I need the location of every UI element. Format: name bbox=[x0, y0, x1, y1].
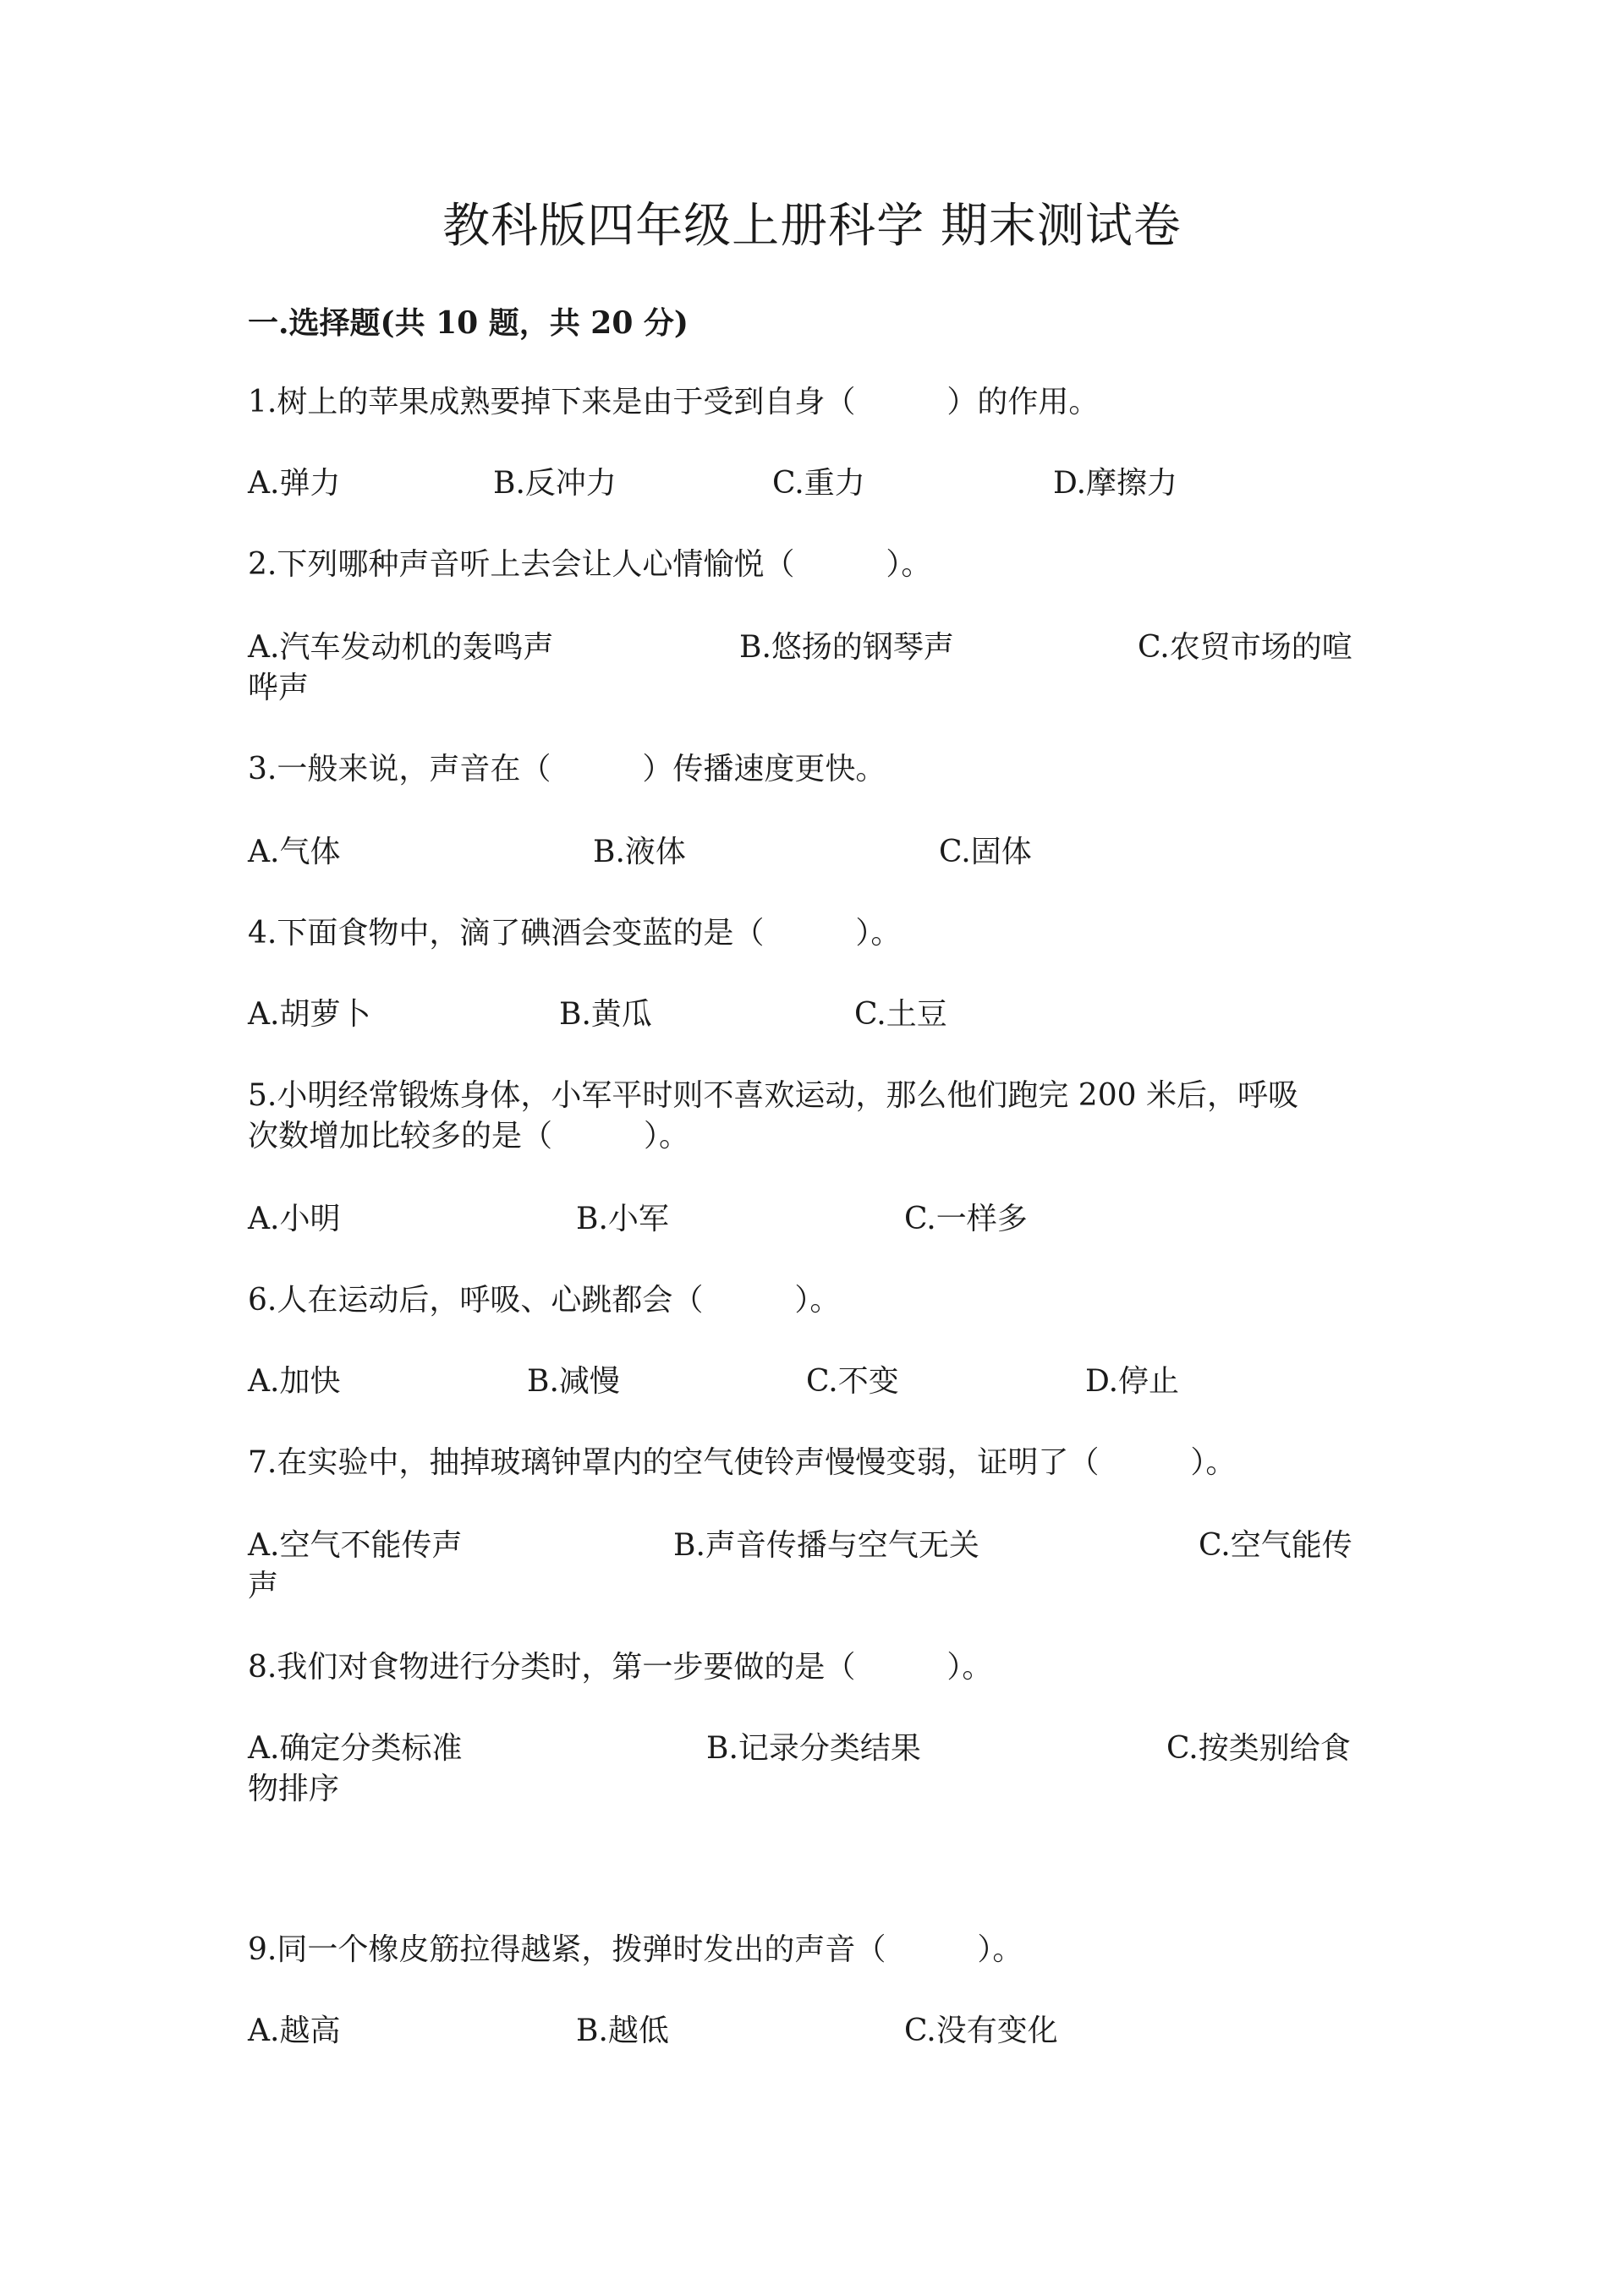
question-9-stem: 9.同一个橡皮筋拉得越紧，拨弹时发出的声音（ ）。 bbox=[248, 1932, 1023, 1967]
question-1-options bbox=[248, 463, 1377, 504]
question-3-options bbox=[248, 832, 1377, 873]
question-4-stem: 4.下面食物中，滴了碘酒会变蓝的是（ ）。 bbox=[248, 916, 902, 951]
question-7-option-a: A.空气不能传声 bbox=[248, 1528, 463, 1563]
question-6-option-b: B.减慢 bbox=[527, 1364, 620, 1399]
question-3-stem: 3.一般来说，声音在（ ）传播速度更快。 bbox=[248, 752, 886, 786]
question-4-option-b: B.黄瓜 bbox=[559, 997, 652, 1032]
section-heading: 一.选择题(共 10 题，共 20 分) bbox=[248, 305, 689, 341]
question-5-option-a: A.小明 bbox=[248, 1202, 341, 1236]
question-1-option-c: C.重力 bbox=[772, 466, 865, 501]
question-4-option-c: C.土豆 bbox=[854, 997, 947, 1032]
question-3-option-b: B.液体 bbox=[593, 835, 686, 869]
question-2-option-c-wrap: 哗声 bbox=[248, 671, 310, 705]
question-5-stem-wrap: 次数增加比较多的是（ ）。 bbox=[248, 1119, 690, 1153]
question-8-option-c-wrap: 物排序 bbox=[248, 1772, 340, 1806]
question-1-option-d: D.摩擦力 bbox=[1053, 466, 1178, 501]
question-2-option-a: A.汽车发动机的轰鸣声 bbox=[248, 630, 554, 665]
question-5-option-b: B.小军 bbox=[576, 1202, 669, 1236]
question-9-option-b: B.越低 bbox=[576, 2014, 669, 2048]
question-2-options bbox=[248, 627, 1377, 668]
question-6-option-d: D.停止 bbox=[1085, 1364, 1180, 1399]
question-7-options bbox=[248, 1526, 1377, 1566]
question-3-option-c: C.固体 bbox=[939, 835, 1032, 869]
question-7-option-c-wrap: 声 bbox=[248, 1569, 279, 1603]
question-4-options bbox=[248, 995, 1377, 1035]
question-9-option-a: A.越高 bbox=[248, 2014, 341, 2048]
question-8-option-b: B.记录分类结果 bbox=[706, 1731, 921, 1766]
question-3-option-a: A.气体 bbox=[248, 835, 341, 869]
question-5-option-c: C.一样多 bbox=[904, 1202, 1028, 1236]
question-1-option-b: B.反冲力 bbox=[493, 466, 617, 501]
question-6-options bbox=[248, 1362, 1377, 1402]
question-6-option-a: A.加快 bbox=[248, 1364, 341, 1399]
question-7-option-c: C.空气能传 bbox=[1199, 1528, 1352, 1563]
question-1-option-a: A.弹力 bbox=[248, 466, 341, 501]
question-5-options bbox=[248, 1199, 1377, 1240]
question-7-option-b: B.声音传播与空气无关 bbox=[673, 1528, 979, 1563]
question-6-stem: 6.人在运动后，呼吸、心跳都会（ ）。 bbox=[248, 1283, 841, 1318]
question-8-options bbox=[248, 1729, 1377, 1769]
question-1-stem: 1.树上的苹果成熟要掉下来是由于受到自身（ ）的作用。 bbox=[248, 385, 1100, 419]
question-5-stem: 5.小明经常锻炼身体，小军平时则不喜欢运动，那么他们跑完 200 米后，呼吸 bbox=[248, 1078, 1298, 1113]
page-title: 教科版四年级上册科学 期末测试卷 bbox=[442, 199, 1182, 254]
question-2-stem: 2.下列哪种声音听上去会让人心情愉悦（ ）。 bbox=[248, 547, 932, 582]
question-6-option-c: C.不变 bbox=[806, 1364, 899, 1399]
question-9-option-c: C.没有变化 bbox=[904, 2014, 1058, 2048]
question-8-option-c: C.按类别给食 bbox=[1166, 1731, 1351, 1766]
question-8-stem: 8.我们对食物进行分类时，第一步要做的是（ ）。 bbox=[248, 1650, 993, 1685]
question-7-stem: 7.在实验中，抽掉玻璃钟罩内的空气使铃声慢慢变弱，证明了（ ）。 bbox=[248, 1445, 1237, 1480]
question-9-options bbox=[248, 2011, 1377, 2052]
question-8-option-a: A.确定分类标准 bbox=[248, 1731, 463, 1766]
question-4-option-a: A.胡萝卜 bbox=[248, 997, 371, 1032]
question-2-option-b: B.悠扬的钢琴声 bbox=[739, 630, 954, 665]
question-2-option-c: C.农贸市场的喧 bbox=[1138, 630, 1352, 665]
